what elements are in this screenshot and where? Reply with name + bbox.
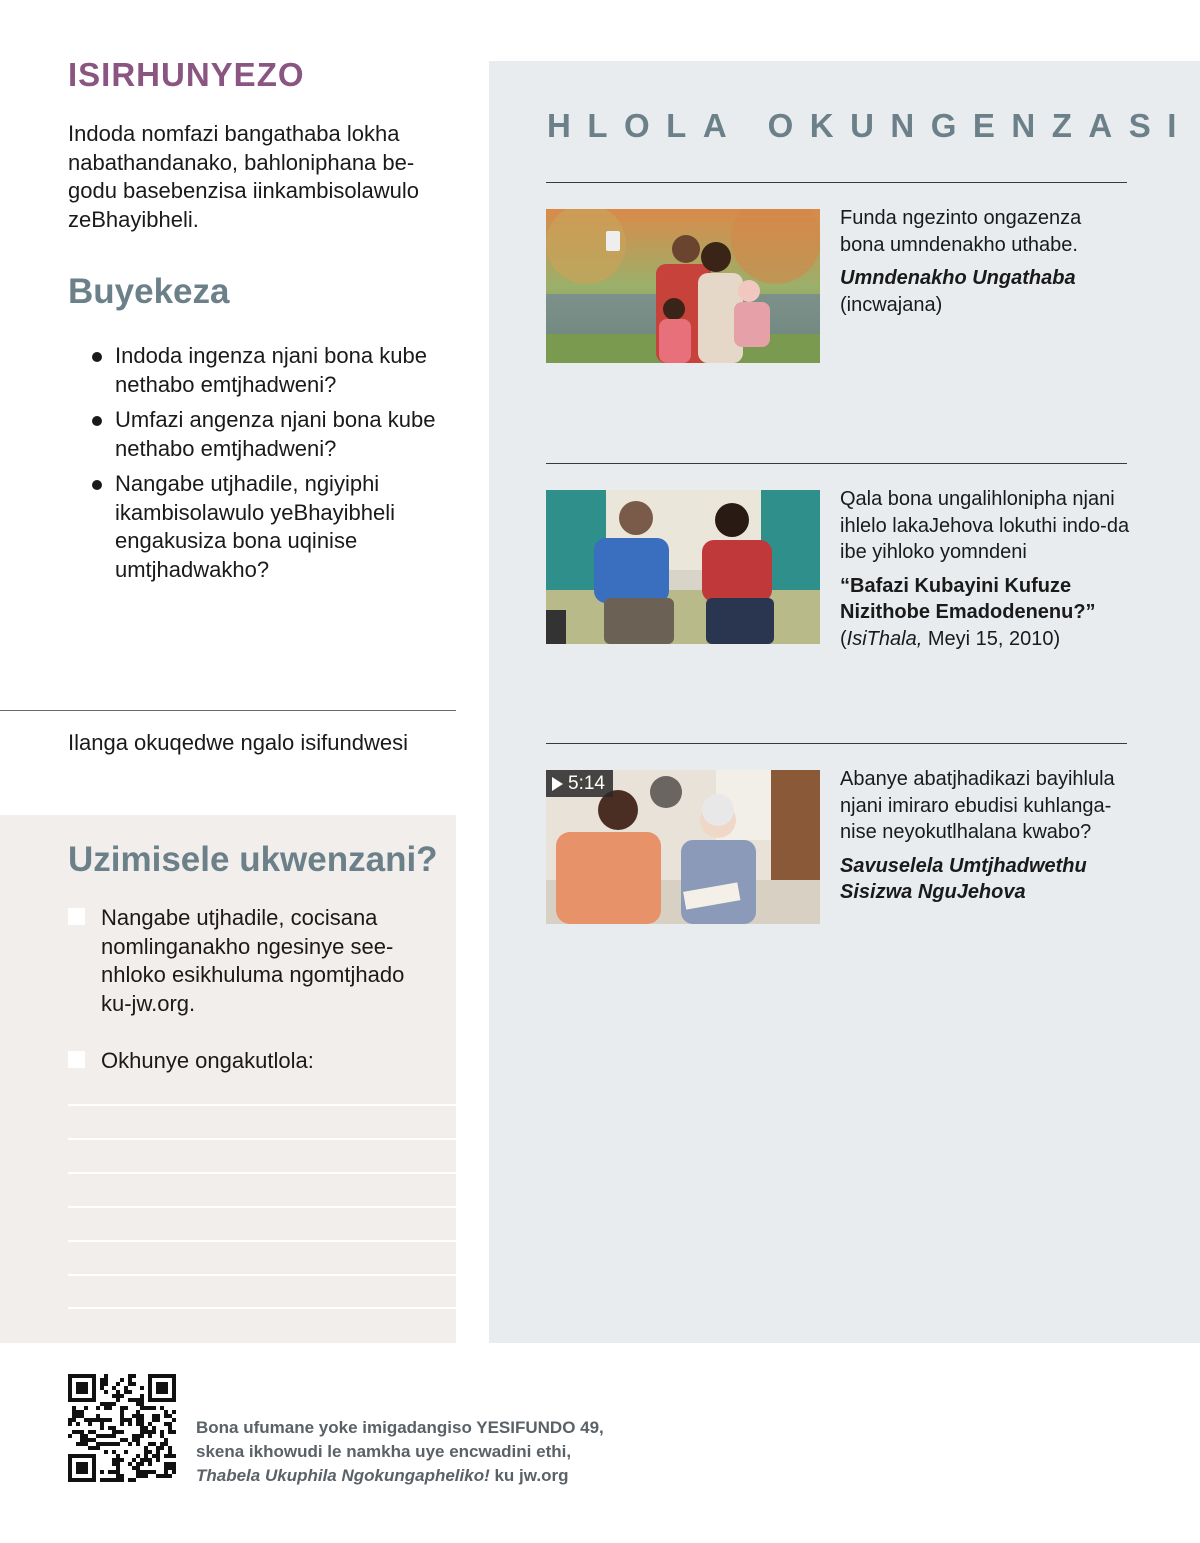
explore-heading: HLOLA OKUNGENZASI <box>547 107 1193 144</box>
footer-line: skena ikhowudi le namkha uye encwadini ethi, <box>196 1442 572 1461</box>
write-line <box>68 1172 456 1174</box>
review-question <box>92 470 457 584</box>
video-duration-badge[interactable] <box>546 770 613 797</box>
resource-entry-text <box>840 486 1130 652</box>
bullet-icon <box>92 416 102 426</box>
review-question-text: Umfazi angenza njani bona kube nethabo emtjhadweni? <box>115 407 436 461</box>
explore-panel <box>489 61 1200 1343</box>
review-question-text: Nangabe utjhadile, ngiyiphi ikambisolawulo yeBhayibheli engakusiza bona uqinise umtjhadwakho? <box>115 471 396 582</box>
divider <box>546 743 1127 744</box>
write-line <box>68 1240 456 1242</box>
write-line <box>68 1138 456 1140</box>
source-paren: ( <box>840 627 847 650</box>
goals-panel <box>0 815 456 1343</box>
review-question <box>92 342 457 399</box>
goal-text: Okhunye ongakutlola: <box>101 1048 314 1073</box>
footer-line <box>196 1464 696 1488</box>
footer-note <box>196 1416 696 1488</box>
bullet-icon <box>92 352 102 362</box>
resource-description: Abanye abatjhadikazi bayihlula njani imiraro ebudisi kuhlanga-nise neyokutlhalana kwabo? <box>840 768 1115 843</box>
source-publication: IsiThala, <box>846 627 923 650</box>
resource-entry-text <box>840 205 1130 318</box>
couple-talking-photo[interactable] <box>546 490 820 644</box>
qr-code[interactable] <box>68 1374 176 1482</box>
resource-title[interactable]: Savuselela Umtjhadwethu Sisizwa NguJehova <box>840 854 1087 903</box>
resource-source: (incwajana) <box>840 293 943 316</box>
resource-entry-text <box>840 766 1130 906</box>
source-date: Meyi 15, 2010) <box>922 627 1061 650</box>
summary-heading: ISIRHUNYEZO <box>68 56 305 93</box>
footer-link-text: ku jw.org <box>489 1466 569 1485</box>
bullet-icon <box>92 480 102 490</box>
play-icon[interactable] <box>552 777 563 791</box>
goal-checkbox[interactable] <box>68 908 85 925</box>
date-completed-label: Ilanga okuqedwe ngalo isifundwesi <box>68 730 409 755</box>
family-selfie-photo[interactable] <box>546 209 820 363</box>
footer-line: Bona ufumane yoke imigadangiso YESIFUNDO 49, <box>196 1418 604 1437</box>
divider <box>0 710 456 711</box>
older-couple-reading-photo[interactable] <box>546 770 820 924</box>
goal-item[interactable] <box>68 904 438 1018</box>
goal-text: Nangabe utjhadile, cocisana nomlinganakho ngesinye see-nhloko esikhuluma ngomtjhado ku-jw.org. <box>101 905 405 1016</box>
goals-heading: Uzimisele ukwenzani? <box>68 840 438 879</box>
review-question-text: Indoda ingenza njani bona kube nethabo emtjhadweni? <box>115 343 427 397</box>
review-question <box>92 406 457 463</box>
write-line <box>68 1307 456 1309</box>
summary-text: Indoda nomfazi bangathaba lokha nabathandanako, bahloniphana be-godu basebenzisa iinkambisolawulo zeBhayibheli. <box>68 121 420 232</box>
book-title[interactable]: Thabela Ukuphila Ngokungapheliko! <box>196 1466 490 1485</box>
divider <box>546 463 1127 464</box>
goal-item[interactable] <box>68 1047 438 1076</box>
goal-checkbox[interactable] <box>68 1051 85 1068</box>
write-line <box>68 1274 456 1276</box>
video-duration: 5:14 <box>568 773 605 794</box>
resource-description: Qala bona ungalihlonipha njani ihlelo lakaJehova lokuthi indo-da ibe yihloko yomndeni <box>840 488 1130 563</box>
write-line <box>68 1104 456 1106</box>
review-question-list <box>92 342 457 591</box>
resource-title[interactable]: Umndenakho Ungathaba <box>840 267 1076 289</box>
write-line <box>68 1206 456 1208</box>
resource-title[interactable]: “Bafazi Kubayini Kufuze Nizithobe Emadodenenu?” <box>840 574 1096 623</box>
divider <box>546 182 1127 183</box>
resource-source <box>840 626 1130 653</box>
resource-description: Funda ngezinto ongazenza bona umndenakho uthabe. <box>840 207 1082 256</box>
review-heading: Buyekeza <box>68 272 230 311</box>
